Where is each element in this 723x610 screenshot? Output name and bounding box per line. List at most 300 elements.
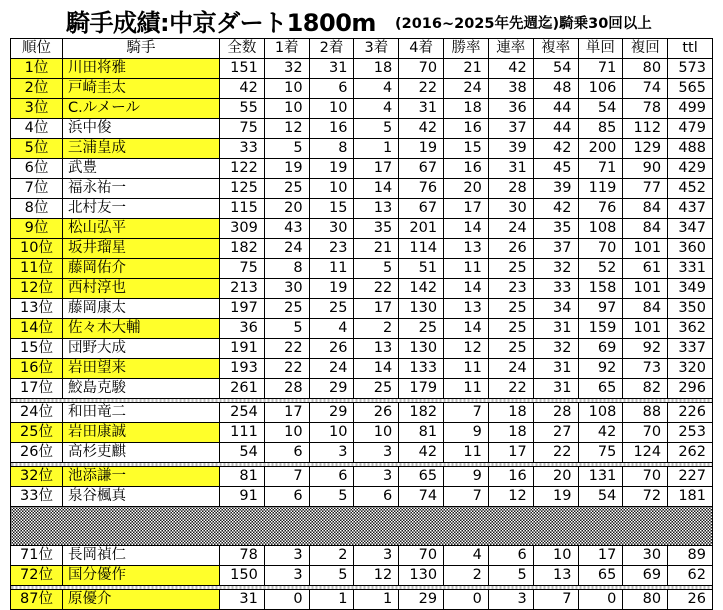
win-rate-cell: 9 [444,423,489,443]
place-return-cell: 88 [623,403,668,423]
total-cell: 213 [220,279,265,299]
jockey-name-cell: 国分優作 [63,566,220,586]
quinella-rate-cell: 42 [488,59,533,79]
quinella-rate-cell: 18 [488,423,533,443]
win-return-cell: 159 [578,319,623,339]
rank-cell: 87位 [11,590,63,610]
rank-cell: 7位 [11,179,63,199]
second-cell: 31 [309,59,354,79]
header-jockey: 騎手 [63,39,220,59]
rank-cell: 1位 [11,59,63,79]
first-cell: 19 [264,159,309,179]
third-cell: 14 [354,179,399,199]
ttl-cell: 181 [668,487,713,507]
quinella-rate-cell: 39 [488,139,533,159]
win-return-cell: 42 [578,423,623,443]
place-return-cell: 84 [623,299,668,319]
ttl-cell: 349 [668,279,713,299]
place-rate-cell: 39 [533,179,578,199]
fourth-plus-cell: 130 [399,566,444,586]
win-return-cell: 76 [578,199,623,219]
fourth-plus-cell: 29 [399,590,444,610]
first-cell: 30 [264,279,309,299]
total-cell: 193 [220,359,265,379]
fourth-plus-cell: 65 [399,467,444,487]
table-row [11,467,713,487]
fourth-plus-cell: 67 [399,199,444,219]
quinella-rate-cell: 28 [488,179,533,199]
win-rate-cell: 2 [444,566,489,586]
place-rate-cell: 19 [533,487,578,507]
total-cell: 55 [220,99,265,119]
third-cell: 13 [354,339,399,359]
third-cell: 3 [354,443,399,463]
jockey-name-cell: 藤岡佑介 [63,259,220,279]
win-rate-cell: 18 [444,99,489,119]
first-cell: 43 [264,219,309,239]
win-rate-cell: 17 [444,199,489,219]
ttl-cell: 62 [668,566,713,586]
third-cell: 26 [354,403,399,423]
win-rate-cell: 14 [444,279,489,299]
total-cell: 261 [220,379,265,399]
fourth-plus-cell: 201 [399,219,444,239]
second-cell: 30 [309,219,354,239]
fourth-plus-cell: 182 [399,403,444,423]
divider-cell [11,507,713,546]
quinella-rate-cell: 24 [488,359,533,379]
second-cell: 5 [309,566,354,586]
table-row [11,219,713,239]
place-return-cell: 78 [623,99,668,119]
third-cell: 13 [354,199,399,219]
place-rate-cell: 33 [533,279,578,299]
first-cell: 32 [264,59,309,79]
jockey-name-cell: 岩田康誠 [63,423,220,443]
rank-cell: 8位 [11,199,63,219]
total-cell: 197 [220,299,265,319]
rank-cell: 11位 [11,259,63,279]
third-cell: 6 [354,487,399,507]
jockey-name-cell: 和田竜二 [63,403,220,423]
place-rate-cell: 32 [533,339,578,359]
quinella-rate-cell: 22 [488,379,533,399]
place-rate-cell: 48 [533,79,578,99]
table-row [11,119,713,139]
rank-cell: 25位 [11,423,63,443]
quinella-rate-cell: 6 [488,546,533,566]
fourth-plus-cell: 133 [399,359,444,379]
win-rate-cell: 12 [444,339,489,359]
win-return-cell: 70 [578,239,623,259]
first-cell: 10 [264,423,309,443]
jockey-name-cell: 原優介 [63,590,220,610]
place-return-cell: 101 [623,319,668,339]
total-cell: 309 [220,219,265,239]
header-total: 全数 [220,39,265,59]
place-rate-cell: 22 [533,443,578,463]
second-cell: 26 [309,339,354,359]
win-return-cell: 200 [578,139,623,159]
rank-cell: 13位 [11,299,63,319]
place-return-cell: 61 [623,259,668,279]
win-return-cell: 108 [578,403,623,423]
win-return-cell: 106 [578,79,623,99]
fourth-plus-cell: 179 [399,379,444,399]
ttl-cell: 362 [668,319,713,339]
place-return-cell: 82 [623,379,668,399]
place-rate-cell: 31 [533,379,578,399]
total-cell: 191 [220,339,265,359]
second-cell: 11 [309,259,354,279]
first-cell: 7 [264,467,309,487]
fourth-plus-cell: 70 [399,59,444,79]
place-return-cell: 101 [623,279,668,299]
third-cell: 21 [354,239,399,259]
third-cell: 17 [354,299,399,319]
ttl-cell: 573 [668,59,713,79]
jockey-name-cell: C.ルメール [63,99,220,119]
total-cell: 33 [220,139,265,159]
ttl-cell: 337 [668,339,713,359]
total-cell: 31 [220,590,265,610]
quinella-rate-cell: 5 [488,566,533,586]
first-cell: 5 [264,319,309,339]
quinella-rate-cell: 16 [488,467,533,487]
fourth-plus-cell: 74 [399,487,444,507]
place-return-cell: 112 [623,119,668,139]
place-rate-cell: 54 [533,59,578,79]
jockey-name-cell: 鮫島克駿 [63,379,220,399]
second-cell: 19 [309,279,354,299]
header-win-rate: 勝率 [444,39,489,59]
place-return-cell: 73 [623,359,668,379]
jockey-name-cell: 北村友一 [63,199,220,219]
header-4th: 4着 [399,39,444,59]
quinella-rate-cell: 25 [488,259,533,279]
quinella-rate-cell: 36 [488,99,533,119]
table-row [11,179,713,199]
quinella-rate-cell: 25 [488,299,533,319]
total-cell: 36 [220,319,265,339]
second-cell: 10 [309,423,354,443]
jockey-name-cell: 福永祐一 [63,179,220,199]
win-return-cell: 131 [578,467,623,487]
quinella-rate-cell: 25 [488,319,533,339]
win-return-cell: 85 [578,119,623,139]
ttl-cell: 89 [668,546,713,566]
total-cell: 122 [220,159,265,179]
win-return-cell: 52 [578,259,623,279]
ttl-cell: 350 [668,299,713,319]
win-return-cell: 65 [578,379,623,399]
place-return-cell: 74 [623,79,668,99]
win-return-cell: 17 [578,546,623,566]
win-rate-cell: 15 [444,139,489,159]
ttl-cell: 296 [668,379,713,399]
first-cell: 25 [264,299,309,319]
place-rate-cell: 13 [533,566,578,586]
rank-cell: 6位 [11,159,63,179]
table-row [11,279,713,299]
third-cell: 5 [354,259,399,279]
jockey-name-cell: 松山弘平 [63,219,220,239]
win-rate-cell: 4 [444,546,489,566]
place-rate-cell: 31 [533,319,578,339]
place-return-cell: 129 [623,139,668,159]
total-cell: 54 [220,443,265,463]
total-cell: 125 [220,179,265,199]
quinella-rate-cell: 26 [488,239,533,259]
rank-cell: 9位 [11,219,63,239]
place-return-cell: 124 [623,443,668,463]
first-cell: 28 [264,379,309,399]
table-row [11,359,713,379]
jockey-name-cell: 西村淳也 [63,279,220,299]
title-bar [0,0,723,38]
place-rate-cell: 44 [533,99,578,119]
win-return-cell: 71 [578,159,623,179]
win-return-cell: 97 [578,299,623,319]
jockey-name-cell: 岩田望来 [63,359,220,379]
ttl-cell: 437 [668,199,713,219]
fourth-plus-cell: 31 [399,99,444,119]
table-row [11,139,713,159]
win-return-cell: 108 [578,219,623,239]
place-rate-cell: 44 [533,119,578,139]
place-return-cell: 101 [623,239,668,259]
table-row [11,546,713,566]
first-cell: 6 [264,487,309,507]
third-cell: 4 [354,79,399,99]
table-body [11,59,713,610]
place-rate-cell: 45 [533,159,578,179]
win-rate-cell: 13 [444,299,489,319]
quinella-rate-cell: 3 [488,590,533,610]
first-cell: 24 [264,239,309,259]
jockey-name-cell: 戸崎圭太 [63,79,220,99]
first-cell: 8 [264,259,309,279]
place-return-cell: 92 [623,339,668,359]
header-win-return: 単回 [578,39,623,59]
third-cell: 3 [354,467,399,487]
quinella-rate-cell: 38 [488,79,533,99]
rank-cell: 2位 [11,79,63,99]
table-row [11,403,713,423]
win-return-cell: 92 [578,359,623,379]
place-return-cell: 72 [623,487,668,507]
table-header-row [11,39,713,59]
win-rate-cell: 7 [444,403,489,423]
ttl-cell: 227 [668,467,713,487]
win-rate-cell: 11 [444,359,489,379]
jockey-name-cell: 坂井瑠星 [63,239,220,259]
ttl-cell: 226 [668,403,713,423]
rank-cell: 71位 [11,546,63,566]
third-cell: 22 [354,279,399,299]
total-cell: 115 [220,199,265,219]
header-3rd: 3着 [354,39,399,59]
jockey-name-cell: 高杉吏麒 [63,443,220,463]
place-rate-cell: 31 [533,359,578,379]
place-rate-cell: 34 [533,299,578,319]
total-cell: 75 [220,259,265,279]
quinella-rate-cell: 30 [488,199,533,219]
first-cell: 17 [264,403,309,423]
second-cell: 6 [309,79,354,99]
first-cell: 20 [264,199,309,219]
rank-cell: 5位 [11,139,63,159]
place-rate-cell: 28 [533,403,578,423]
rank-cell: 17位 [11,379,63,399]
place-rate-cell: 42 [533,139,578,159]
total-cell: 150 [220,566,265,586]
quinella-rate-cell: 24 [488,219,533,239]
jockey-name-cell: 池添謙一 [63,467,220,487]
place-return-cell: 77 [623,179,668,199]
second-cell: 2 [309,546,354,566]
ttl-cell: 347 [668,219,713,239]
win-rate-cell: 16 [444,159,489,179]
quinella-rate-cell: 25 [488,339,533,359]
win-return-cell: 71 [578,59,623,79]
place-rate-cell: 10 [533,546,578,566]
table-row [11,259,713,279]
rank-cell: 26位 [11,443,63,463]
table-row [11,443,713,463]
rank-cell: 33位 [11,487,63,507]
third-cell: 17 [354,159,399,179]
second-cell: 6 [309,467,354,487]
third-cell: 35 [354,219,399,239]
total-cell: 182 [220,239,265,259]
win-rate-cell: 11 [444,443,489,463]
fourth-plus-cell: 67 [399,159,444,179]
first-cell: 25 [264,179,309,199]
first-cell: 10 [264,79,309,99]
third-cell: 10 [354,423,399,443]
win-rate-cell: 0 [444,590,489,610]
win-rate-cell: 21 [444,59,489,79]
win-rate-cell: 7 [444,487,489,507]
win-rate-cell: 9 [444,467,489,487]
win-return-cell: 65 [578,566,623,586]
third-cell: 4 [354,99,399,119]
quinella-rate-cell: 31 [488,159,533,179]
place-return-cell: 80 [623,590,668,610]
third-cell: 14 [354,359,399,379]
place-rate-cell: 32 [533,259,578,279]
place-rate-cell: 27 [533,423,578,443]
second-cell: 25 [309,299,354,319]
table-row [11,239,713,259]
page-title: 騎手成績:中京ダート1800m [66,9,376,37]
ttl-cell: 429 [668,159,713,179]
first-cell: 22 [264,359,309,379]
ttl-cell: 479 [668,119,713,139]
rank-cell: 32位 [11,467,63,487]
rank-cell: 10位 [11,239,63,259]
place-rate-cell: 35 [533,219,578,239]
third-cell: 5 [354,119,399,139]
third-cell: 1 [354,139,399,159]
second-cell: 29 [309,403,354,423]
first-cell: 12 [264,119,309,139]
table-row [11,319,713,339]
third-cell: 18 [354,59,399,79]
fourth-plus-cell: 42 [399,119,444,139]
first-cell: 3 [264,566,309,586]
ttl-cell: 499 [668,99,713,119]
table-row [11,59,713,79]
jockey-name-cell: 団野大成 [63,339,220,359]
table-row [11,99,713,119]
ttl-cell: 262 [668,443,713,463]
table-row [11,379,713,399]
place-return-cell: 30 [623,546,668,566]
page-subtitle: (2016~2025年先週迄)騎乗30回以上 [395,16,652,32]
quinella-rate-cell: 17 [488,443,533,463]
fourth-plus-cell: 70 [399,546,444,566]
rank-cell: 12位 [11,279,63,299]
first-cell: 3 [264,546,309,566]
fourth-plus-cell: 22 [399,79,444,99]
total-cell: 78 [220,546,265,566]
fourth-plus-cell: 19 [399,139,444,159]
total-cell: 254 [220,403,265,423]
jockey-name-cell: 武豊 [63,159,220,179]
fourth-plus-cell: 76 [399,179,444,199]
third-cell: 2 [354,319,399,339]
jockey-stats-table [10,38,713,610]
third-cell: 3 [354,546,399,566]
third-cell: 12 [354,566,399,586]
table-row [11,566,713,586]
rank-cell: 72位 [11,566,63,586]
quinella-rate-cell: 37 [488,119,533,139]
rank-cell: 15位 [11,339,63,359]
win-rate-cell: 13 [444,239,489,259]
place-rate-cell: 20 [533,467,578,487]
total-cell: 75 [220,119,265,139]
header-quinella-rate: 連率 [488,39,533,59]
second-cell: 15 [309,199,354,219]
rank-cell: 4位 [11,119,63,139]
total-cell: 91 [220,487,265,507]
third-cell: 1 [354,590,399,610]
quinella-rate-cell: 12 [488,487,533,507]
ttl-cell: 331 [668,259,713,279]
rank-cell: 3位 [11,99,63,119]
second-cell: 10 [309,179,354,199]
win-return-cell: 0 [578,590,623,610]
second-cell: 4 [309,319,354,339]
total-cell: 42 [220,79,265,99]
place-return-cell: 70 [623,467,668,487]
header-rank: 順位 [11,39,63,59]
ttl-cell: 565 [668,79,713,99]
table-row [11,159,713,179]
rank-cell: 24位 [11,403,63,423]
fourth-plus-cell: 114 [399,239,444,259]
fourth-plus-cell: 81 [399,423,444,443]
win-rate-cell: 11 [444,379,489,399]
omitted-rows-band [11,507,713,546]
place-return-cell: 70 [623,423,668,443]
win-return-cell: 54 [578,99,623,119]
win-return-cell: 119 [578,179,623,199]
second-cell: 8 [309,139,354,159]
